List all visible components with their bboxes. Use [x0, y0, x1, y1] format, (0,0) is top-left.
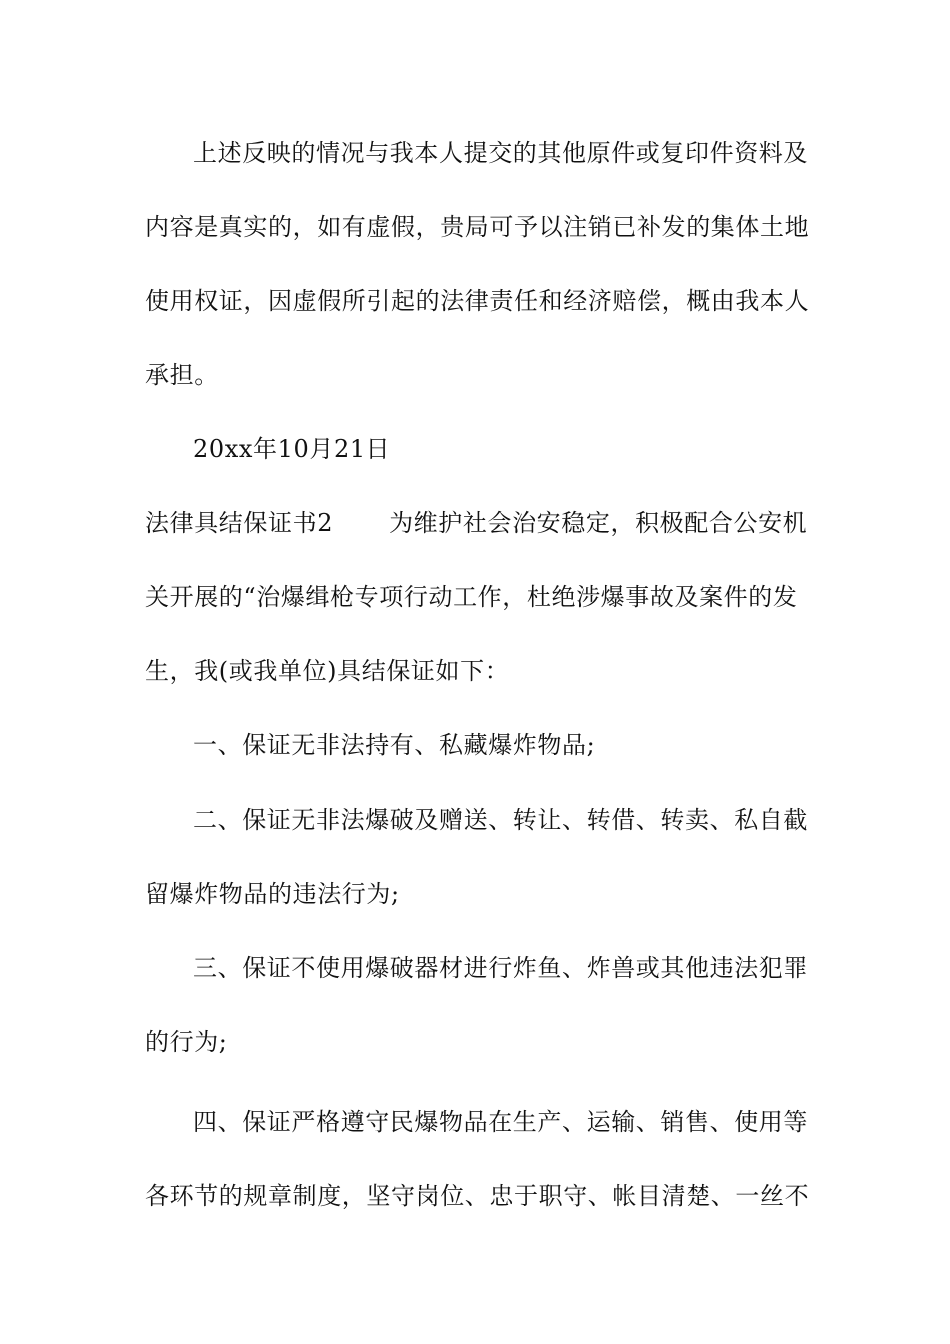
- heading-line: [145, 508, 810, 538]
- list-item-4: 四、保证严格遵守民爆物品在生产、运输、销售、使用等: [193, 1108, 808, 1136]
- date-line: 20xx年10月21日: [193, 435, 391, 463]
- paragraph-line: 关开展的“治爆缉枪专项行动工作，杜绝涉爆事故及案件的发: [145, 583, 798, 611]
- paragraph-line: 生，我(或我单位)具结保证如下：: [145, 657, 510, 685]
- paragraph-line: 内容是真实的，如有虚假，贵局可予以注销已补发的集体土地: [145, 213, 810, 241]
- paragraph-line: 上述反映的情况与我本人提交的其他原件或复印件资料及: [193, 139, 808, 167]
- paragraph-line: 承担。: [145, 361, 219, 389]
- paragraph-line: 留爆炸物品的违法行为;: [145, 880, 400, 908]
- paragraph-line: 使用权证，因虚假所引起的法律责任和经济赔偿，概由我本人: [145, 287, 810, 315]
- list-item-1: 一、保证无非法持有、私藏爆炸物品;: [193, 731, 596, 759]
- section-title: 法律具结保证书2: [145, 509, 334, 537]
- paragraph-line: 的行为;: [145, 1028, 228, 1056]
- paragraph-text: 为维护社会治安稳定，积极配合公安机: [389, 509, 808, 537]
- list-item-3: 三、保证不使用爆破器材进行炸鱼、炸兽或其他违法犯罪: [193, 954, 808, 982]
- paragraph-line: 各环节的规章制度，坚守岗位、忠于职守、帐目清楚、一丝不: [145, 1182, 810, 1210]
- list-item-2: 二、保证无非法爆破及赠送、转让、转借、转卖、私自截: [193, 806, 808, 834]
